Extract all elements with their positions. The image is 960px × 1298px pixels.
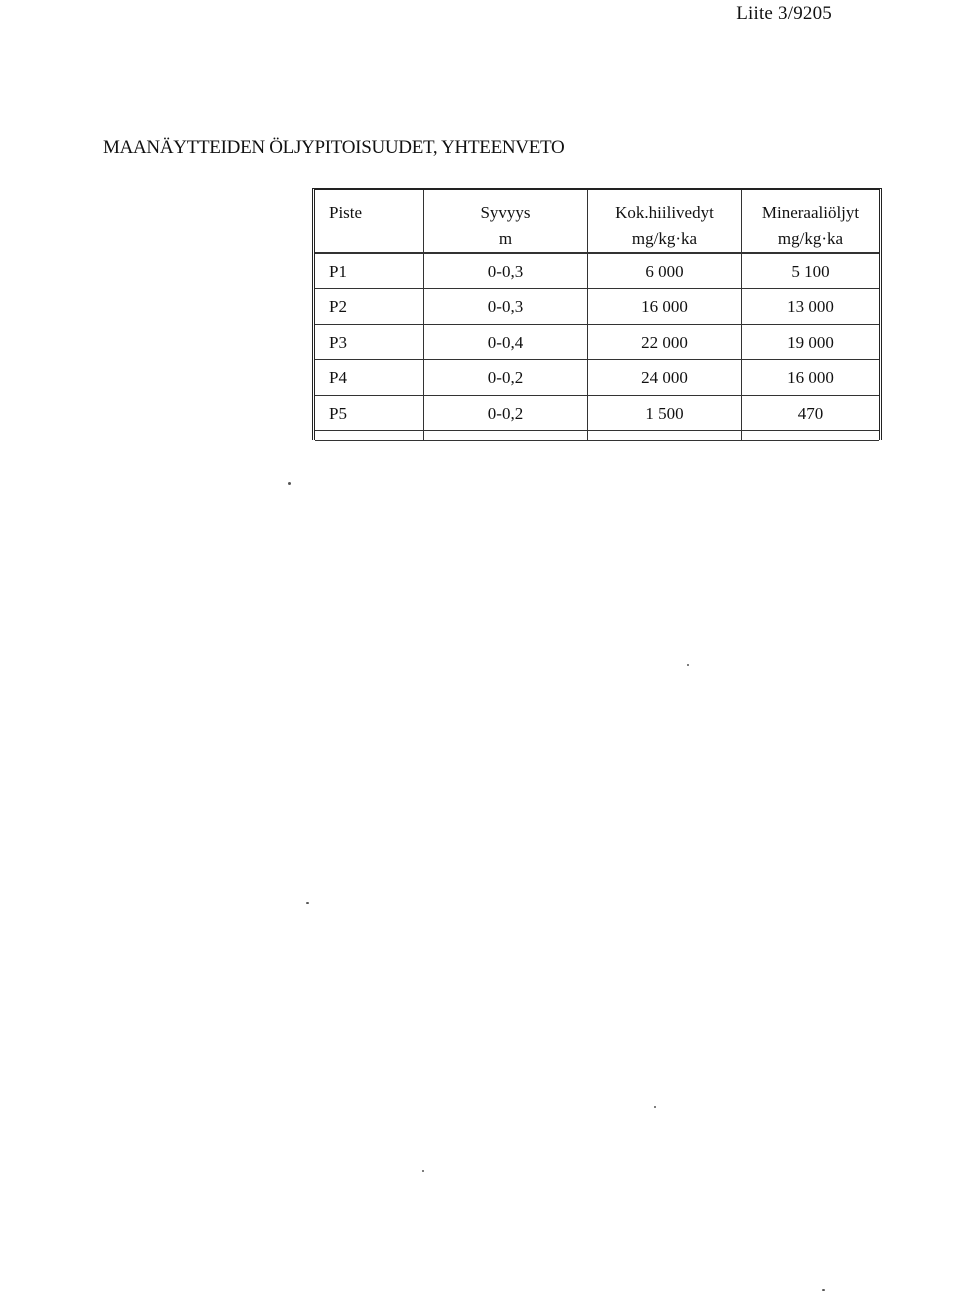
scan-speck [422,1170,424,1172]
cell-syvyys: 0-0,4 [424,324,588,360]
cell-mineraalioljyt: 470 [742,395,880,431]
cell-piste: P5 [329,403,347,423]
results-table [315,190,879,441]
cell-piste: P4 [329,368,347,387]
column-header-syvyys [424,190,588,253]
column-header-line1: Mineraaliöljyt [761,203,860,222]
cell-kokonaishiilivedyt: 1 500 [588,395,742,431]
cell-syvyys: 0-0,3 [424,289,588,325]
cell-piste: P3 [329,332,347,352]
cell-mineraalioljyt: 5 100 [742,253,880,289]
results-table-frame [312,188,882,440]
cell-syvyys: 0-0,3 [424,253,588,289]
cell-syvyys: 0-0,2 [424,395,588,431]
cell-piste: P2 [329,297,347,316]
scan-speck [654,1106,656,1108]
cell-mineraalioljyt: 16 000 [742,360,880,396]
scan-speck [822,1289,825,1291]
cell-syvyys: 0-0,2 [424,360,588,396]
column-header-unit: mg/kg·ka [777,229,844,248]
table-header-row [315,190,879,253]
tail-cell [315,431,424,441]
table-row [315,360,879,396]
document-title: MAANÄYTTEIDEN ÖLJYPITOISUUDET, YHTEENVETO [103,137,565,158]
column-header-kokonaishiilivedyt [588,190,742,253]
table-row [315,395,879,431]
column-header-mineraalioljyt [742,190,880,253]
cell-piste: P1 [329,262,347,281]
scan-speck [306,902,309,904]
scan-speck [288,482,291,485]
cell-kokonaishiilivedyt: 16 000 [588,289,742,325]
column-header-piste [315,190,424,253]
table-row [315,253,879,289]
table-row [315,324,879,360]
cell-mineraalioljyt: 13 000 [742,289,880,325]
column-header-line1: Kok.hiilivedyt [615,203,714,222]
page-reference: Liite 3/9205 [736,3,832,24]
cell-mineraalioljyt: 19 000 [742,324,880,360]
tail-cell [424,431,588,441]
cell-kokonaishiilivedyt: 22 000 [588,324,742,360]
table-row [315,289,879,325]
tail-cell [588,431,742,441]
column-header-line1: Syvyys [480,203,531,222]
column-header-line1: Piste [329,203,363,222]
table-tail-row [315,431,879,441]
cell-kokonaishiilivedyt: 6 000 [588,253,742,289]
column-header-unit: m [498,229,513,248]
column-header-unit: mg/kg·ka [631,229,698,248]
scan-speck [687,664,689,666]
tail-cell [742,431,880,441]
cell-kokonaishiilivedyt: 24 000 [588,360,742,396]
